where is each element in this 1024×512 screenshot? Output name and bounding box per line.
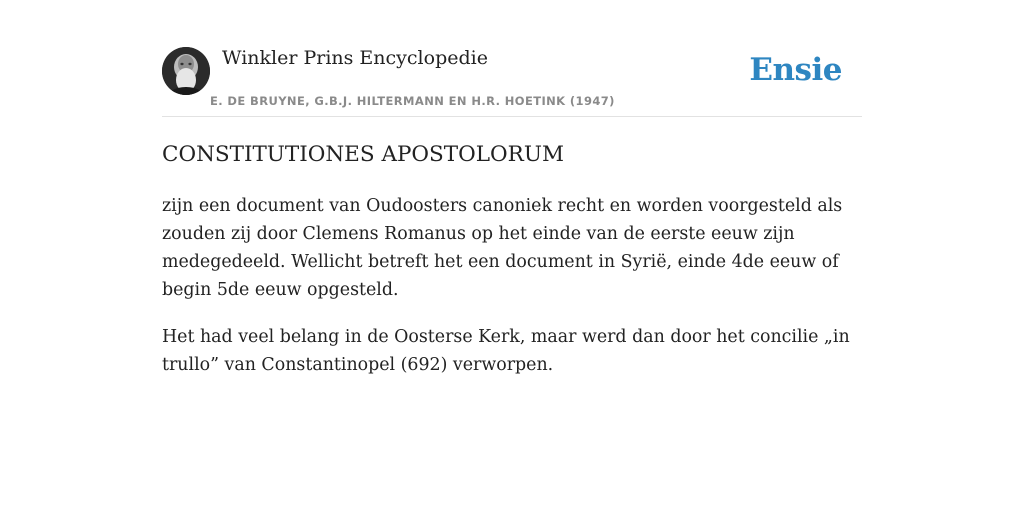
source-authors: E. DE BRUYNE, G.B.J. HILTERMANN EN H.R. HOETINK (1947) xyxy=(210,94,615,108)
ensie-logo-link[interactable]: Ensie xyxy=(749,52,842,88)
source-title[interactable]: Winkler Prins Encyclopedie xyxy=(222,47,488,69)
article-paragraph: zijn een document van Oudoosters canoniek recht en worden voorgesteld als zouden zij door Clemens Romanus op het einde van de eerste eeuw zijn medegedeeld. Wellicht betreft het een document in Syrië, einde 4de eeuw of begin 5de eeuw opgesteld. xyxy=(162,196,843,300)
header xyxy=(162,46,862,117)
article-paragraph: Het had veel belang in de Oosterse Kerk, maar werd dan door het concilie „in trullo” van Constantinopel (692) verworpen. xyxy=(162,327,850,375)
portrait-icon xyxy=(162,47,210,95)
page xyxy=(162,0,862,512)
avatar xyxy=(162,47,210,95)
article-title: CONSTITUTIONES APOSTOLORUM xyxy=(162,142,564,167)
